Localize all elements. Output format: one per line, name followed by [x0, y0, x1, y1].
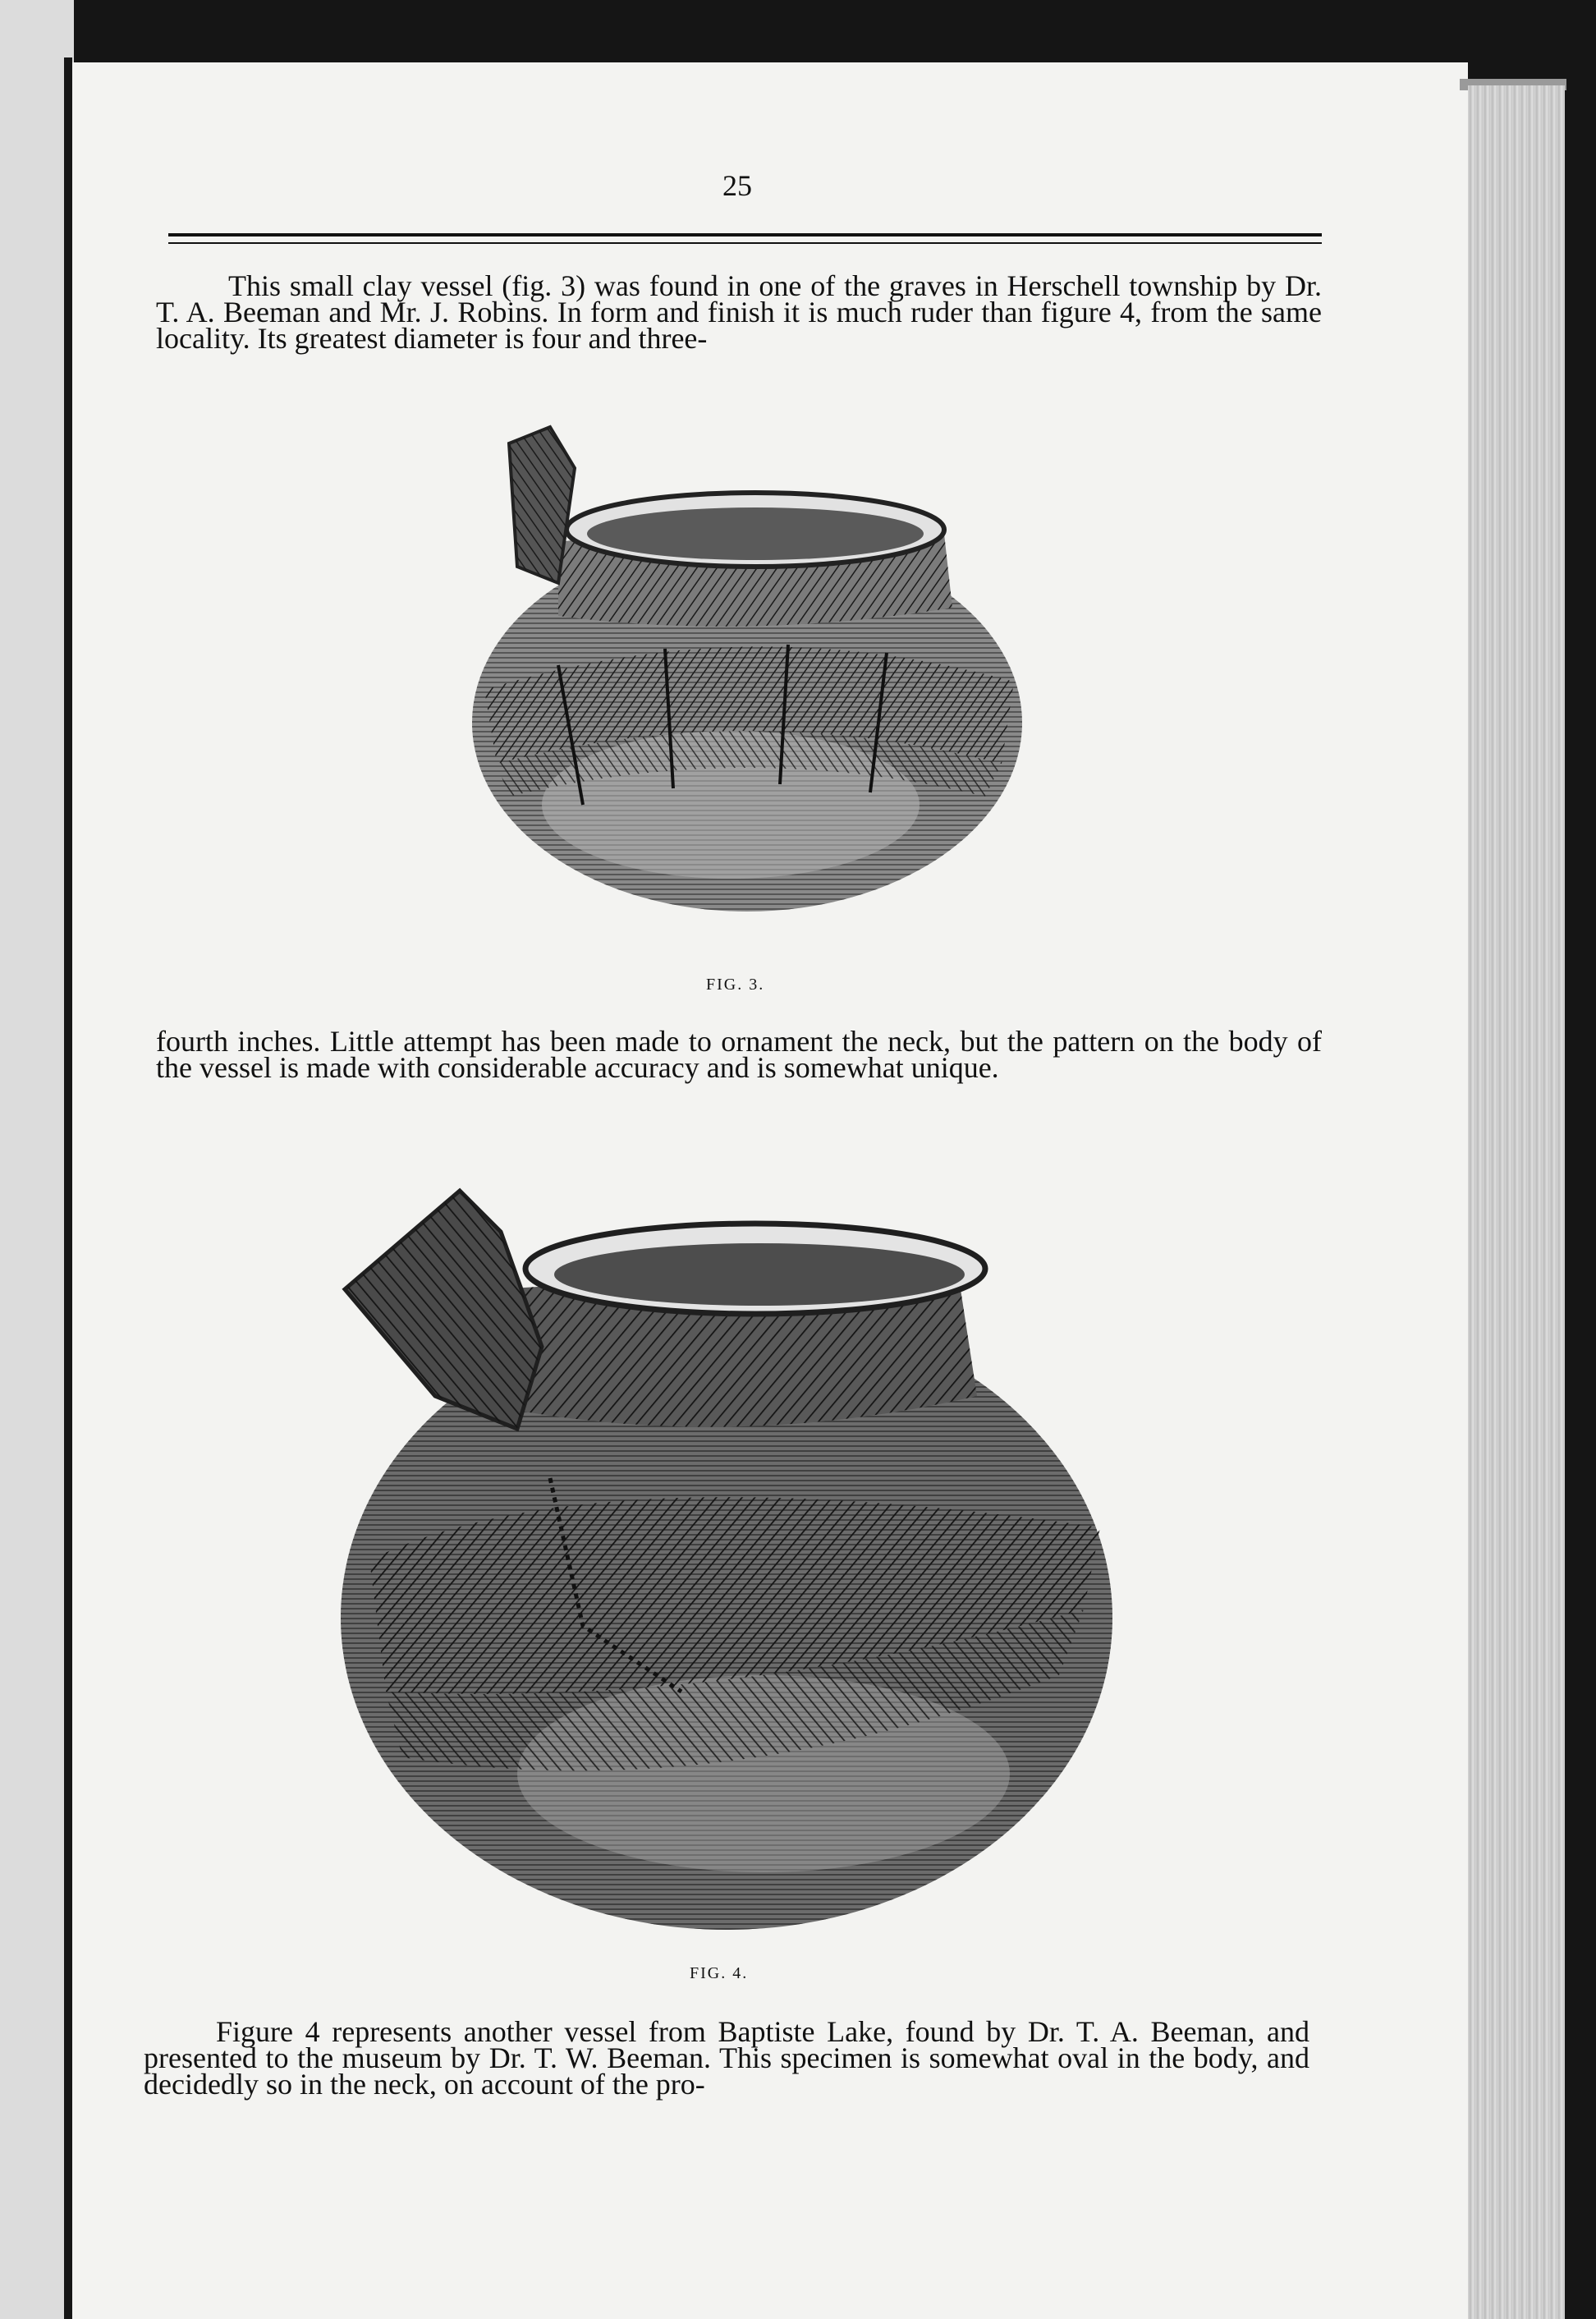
header-rule-thick [168, 233, 1322, 236]
left-margin [0, 0, 74, 2319]
page-number: 25 [722, 169, 752, 202]
fig-4-vessel-illustration [337, 1182, 1117, 1938]
page-stack-edge [1468, 85, 1565, 2319]
paragraph-2: fourth inches. Little attempt has been made to ornament the neck, but the pattern on the body of the vessel is made with considerable accuracy and is somewhat unique. [156, 1025, 1322, 1084]
binding-shadow [64, 57, 72, 2319]
paragraph-1: This small clay vessel (fig. 3) was found in one of the graves in Herschell township by Dr. T. A. Beeman and Mr. J. Robins. In form and finish it is much ruder than figure 4, from the same locality. Its greatest diameter is four and three- [156, 269, 1322, 355]
header-rule-thin [168, 242, 1322, 244]
fig-3-vessel-illustration [460, 419, 1034, 953]
fig-3-caption: FIG. 3. [706, 976, 765, 994]
fig-4-caption: FIG. 4. [690, 1964, 749, 1982]
paragraph-3: Figure 4 represents another vessel from Baptiste Lake, found by Dr. T. A. Beeman, and presented to the museum by Dr. T. W. Beeman. This specimen is somewhat oval in the body, and decidedly so in the neck, on account of the pro- [144, 2015, 1309, 2101]
